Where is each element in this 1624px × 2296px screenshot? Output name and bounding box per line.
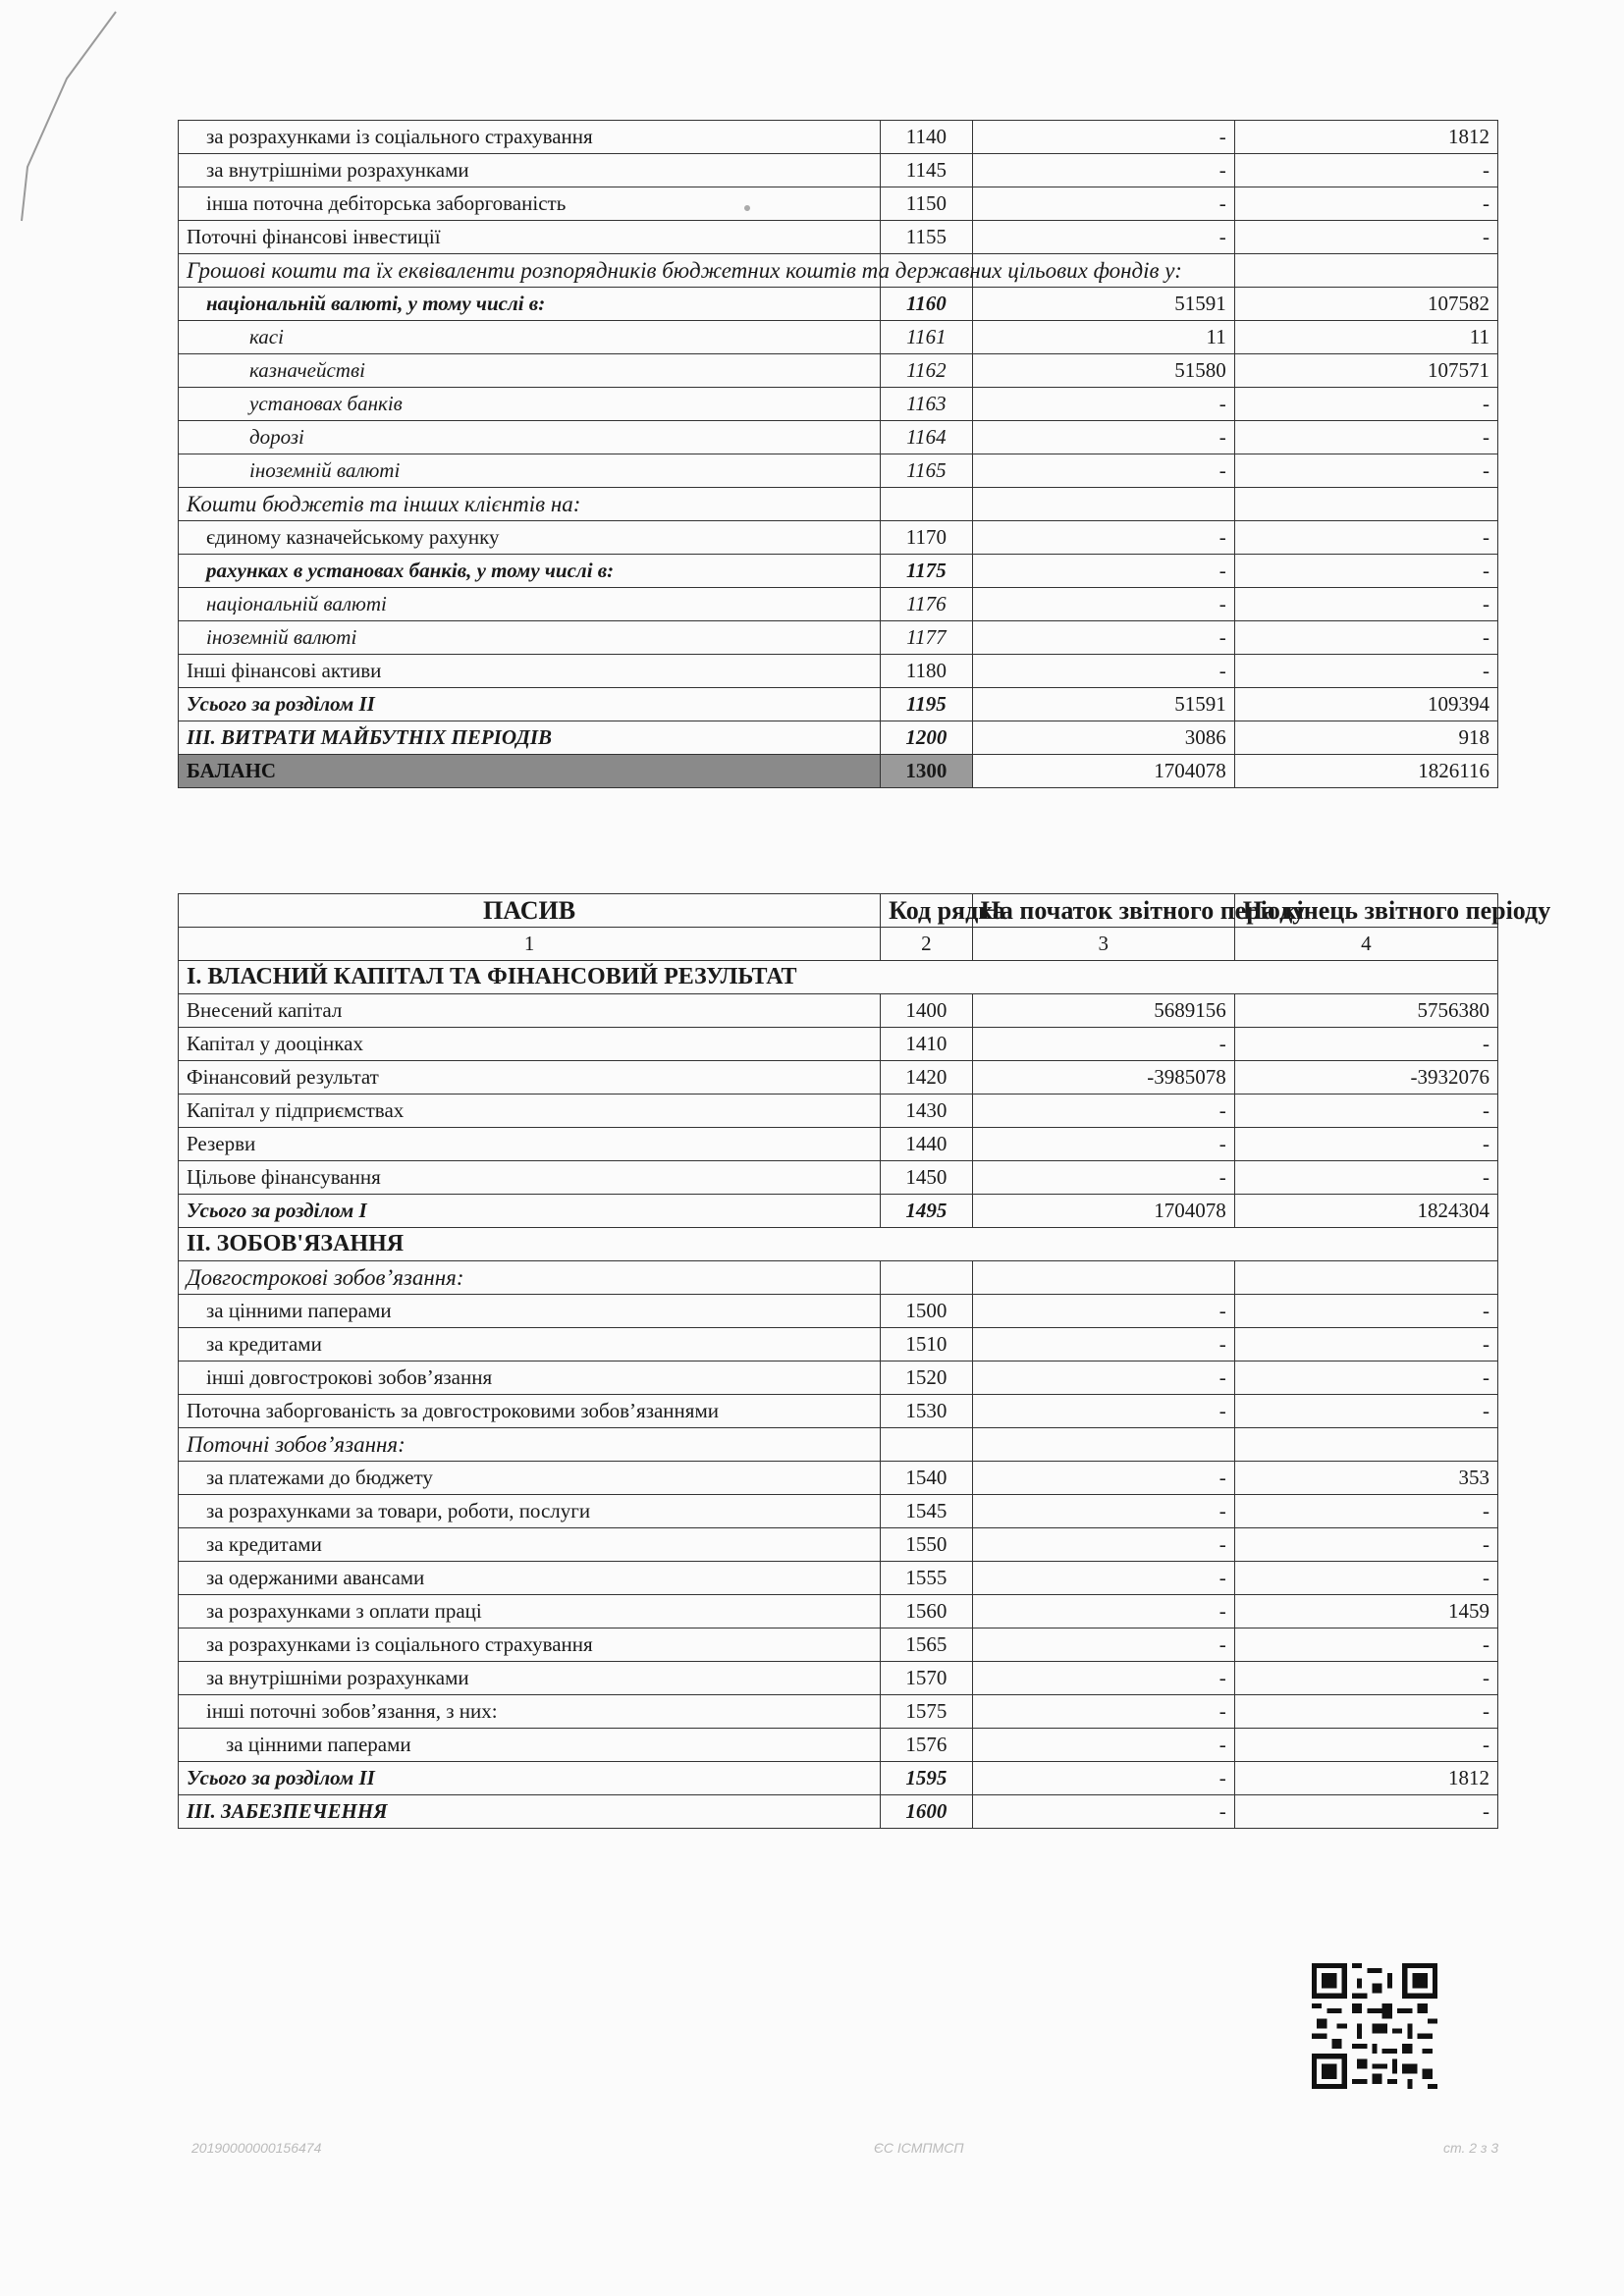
- assets-table-body: [179, 121, 1498, 788]
- liabilities-start-value: [972, 1261, 1234, 1295]
- assets-start-value: [972, 488, 1234, 521]
- liabilities-row: [179, 1729, 1498, 1762]
- liabilities-start-value: -: [972, 1762, 1234, 1795]
- assets-row: [179, 454, 1498, 488]
- assets-code: 1160: [881, 288, 973, 321]
- liabilities-start-value: -: [972, 1795, 1234, 1829]
- assets-row: [179, 354, 1498, 388]
- assets-code: 1300: [881, 755, 973, 788]
- liabilities-end-value: -: [1234, 1295, 1497, 1328]
- assets-code: 1200: [881, 721, 973, 755]
- liabilities-row: [179, 1562, 1498, 1595]
- liabilities-row: [179, 1795, 1498, 1829]
- assets-start-value: -: [972, 421, 1234, 454]
- assets-end-value: -: [1234, 388, 1497, 421]
- liabilities-row: [179, 1061, 1498, 1095]
- assets-row: [179, 621, 1498, 655]
- liabilities-row: [179, 1295, 1498, 1328]
- assets-label: дорозі: [179, 421, 881, 454]
- liabilities-label: III. ЗАБЕЗПЕЧЕННЯ: [179, 1795, 881, 1829]
- liabilities-start-value: 1704078: [972, 1195, 1234, 1228]
- liabilities-start-value: -: [972, 1495, 1234, 1528]
- liabilities-end-value: -: [1234, 1528, 1497, 1562]
- liabilities-start-value: -: [972, 1562, 1234, 1595]
- assets-code: 1165: [881, 454, 973, 488]
- liabilities-end-value: 353: [1234, 1462, 1497, 1495]
- liabilities-label: Довгострокові зобов’язання:: [179, 1261, 881, 1295]
- liabilities-code: 1450: [881, 1161, 973, 1195]
- assets-end-value: 109394: [1234, 688, 1497, 721]
- liabilities-start-value: -: [972, 1095, 1234, 1128]
- assets-row: [179, 288, 1498, 321]
- scan-edge-mark: [8, 0, 126, 226]
- liabilities-end-value: -: [1234, 1729, 1497, 1762]
- liabilities-label: Капітал у підприємствах: [179, 1095, 881, 1128]
- liabilities-code: 1400: [881, 994, 973, 1028]
- liabilities-row: [179, 1261, 1498, 1295]
- assets-code: 1161: [881, 321, 973, 354]
- liabilities-row: [179, 1395, 1498, 1428]
- assets-start-value: 51580: [972, 354, 1234, 388]
- assets-label: Поточні фінансові інвестиції: [179, 221, 881, 254]
- assets-label: Інші фінансові активи: [179, 655, 881, 688]
- footer-page-number: ст. 2 з 3: [1443, 2140, 1499, 2156]
- assets-label: єдиному казначейському рахунку: [179, 521, 881, 555]
- liabilities-code: 1550: [881, 1528, 973, 1562]
- liabilities-row: [179, 1595, 1498, 1629]
- header-start: На початок звітного періоду: [972, 894, 1234, 928]
- liabilities-row: [179, 1161, 1498, 1195]
- liabilities-row: [179, 1128, 1498, 1161]
- assets-row: [179, 488, 1498, 521]
- liabilities-code: 1555: [881, 1562, 973, 1595]
- liabilities-end-value: -: [1234, 1395, 1497, 1428]
- assets-code: 1176: [881, 588, 973, 621]
- assets-start-value: -: [972, 388, 1234, 421]
- assets-label: національній валюті: [179, 588, 881, 621]
- assets-row: [179, 421, 1498, 454]
- assets-end-value: 918: [1234, 721, 1497, 755]
- liabilities-start-value: -: [972, 1595, 1234, 1629]
- assets-code: 1175: [881, 555, 973, 588]
- liabilities-end-value: [1234, 1261, 1497, 1295]
- liabilities-code: 1575: [881, 1695, 973, 1729]
- assets-end-value: -: [1234, 521, 1497, 555]
- assets-start-value: 51591: [972, 288, 1234, 321]
- liabilities-end-value: -: [1234, 1562, 1497, 1595]
- assets-end-value: -: [1234, 588, 1497, 621]
- liabilities-end-value: 1459: [1234, 1595, 1497, 1629]
- assets-label: за розрахунками із соціального страхування: [179, 121, 881, 154]
- assets-start-value: 11: [972, 321, 1234, 354]
- liabilities-label: за розрахунками за товари, роботи, послуги: [179, 1495, 881, 1528]
- liabilities-row: [179, 1528, 1498, 1562]
- liabilities-label: Усього за розділом I: [179, 1195, 881, 1228]
- assets-label: за внутрішніми розрахунками: [179, 154, 881, 187]
- assets-start-value: -: [972, 221, 1234, 254]
- assets-code: 1145: [881, 154, 973, 187]
- liabilities-table-body: [179, 894, 1551, 1829]
- liabilities-row: [179, 1662, 1498, 1695]
- liabilities-code: 1540: [881, 1462, 973, 1495]
- liabilities-start-value: -: [972, 1295, 1234, 1328]
- liabilities-start-value: -: [972, 1362, 1234, 1395]
- liabilities-label: інші поточні зобов’язання, з них:: [179, 1695, 881, 1729]
- liabilities-code: [881, 1261, 973, 1295]
- assets-row: [179, 588, 1498, 621]
- assets-label: іноземній валюті: [179, 454, 881, 488]
- assets-label: рахунках в установах банків, у тому числі в:: [179, 555, 881, 588]
- assets-start-value: 51591: [972, 688, 1234, 721]
- liabilities-table: [178, 893, 1551, 1829]
- footer-center-mark: ЄС ІСМПМСП: [874, 2140, 964, 2156]
- assets-start-value: -: [972, 454, 1234, 488]
- liabilities-end-value: -: [1234, 1095, 1497, 1128]
- liabilities-start-value: -: [972, 1328, 1234, 1362]
- liabilities-end-value: -: [1234, 1629, 1497, 1662]
- liabilities-label: I. ВЛАСНИЙ КАПІТАЛ ТА ФІНАНСОВИЙ РЕЗУЛЬТАТ: [179, 961, 1498, 994]
- assets-label: III. ВИТРАТИ МАЙБУТНІХ ПЕРІОДІВ: [179, 721, 881, 755]
- assets-label: касі: [179, 321, 881, 354]
- liabilities-code: 1500: [881, 1295, 973, 1328]
- colnum-3: 3: [972, 928, 1234, 961]
- liabilities-row: [179, 1428, 1498, 1462]
- liabilities-header-row: [179, 894, 1498, 928]
- assets-code: 1170: [881, 521, 973, 555]
- liabilities-row: [179, 1095, 1498, 1128]
- liabilities-code: 1420: [881, 1061, 973, 1095]
- liabilities-row: [179, 1028, 1498, 1061]
- liabilities-code: 1576: [881, 1729, 973, 1762]
- assets-row: [179, 521, 1498, 555]
- assets-end-value: 11: [1234, 321, 1497, 354]
- liabilities-end-value: -: [1234, 1495, 1497, 1528]
- liabilities-end-value: -3932076: [1234, 1061, 1497, 1095]
- liabilities-code: 1600: [881, 1795, 973, 1829]
- assets-start-value: -: [972, 521, 1234, 555]
- liabilities-row: [179, 961, 1498, 994]
- liabilities-row: [179, 1629, 1498, 1662]
- assets-row: [179, 388, 1498, 421]
- assets-code: 1180: [881, 655, 973, 688]
- assets-row: [179, 121, 1498, 154]
- liabilities-end-value: -: [1234, 1128, 1497, 1161]
- assets-code: [881, 488, 973, 521]
- assets-row: [179, 555, 1498, 588]
- assets-code: 1163: [881, 388, 973, 421]
- assets-table: [178, 120, 1498, 788]
- liabilities-label: Цільове фінансування: [179, 1161, 881, 1195]
- colnum-2: 2: [881, 928, 973, 961]
- liabilities-label: II. ЗОБОВ'ЯЗАННЯ: [179, 1228, 1498, 1261]
- assets-start-value: -: [972, 588, 1234, 621]
- assets-code: 1162: [881, 354, 973, 388]
- liabilities-start-value: -: [972, 1729, 1234, 1762]
- liabilities-start-value: -: [972, 1695, 1234, 1729]
- assets-row: [179, 221, 1498, 254]
- liabilities-code: [881, 1428, 973, 1462]
- assets-end-value: [1234, 254, 1497, 288]
- colnum-1: 1: [179, 928, 881, 961]
- header-code: Код рядка: [881, 894, 973, 928]
- liabilities-label: за цінними паперами: [179, 1729, 881, 1762]
- assets-end-value: 1812: [1234, 121, 1497, 154]
- liabilities-code: 1520: [881, 1362, 973, 1395]
- liabilities-label: Усього за розділом II: [179, 1762, 881, 1795]
- assets-end-value: -: [1234, 187, 1497, 221]
- assets-end-value: 1826116: [1234, 755, 1497, 788]
- liabilities-label: за кредитами: [179, 1328, 881, 1362]
- liabilities-start-value: -: [972, 1161, 1234, 1195]
- assets-row: [179, 721, 1498, 755]
- assets-code: 1155: [881, 221, 973, 254]
- liabilities-label: Поточна заборгованість за довгостроковими зобов’язаннями: [179, 1395, 881, 1428]
- assets-start-value: -: [972, 655, 1234, 688]
- liabilities-end-value: 5756380: [1234, 994, 1497, 1028]
- liabilities-row: [179, 1762, 1498, 1795]
- liabilities-label: Фінансовий результат: [179, 1061, 881, 1095]
- assets-row: [179, 755, 1498, 788]
- assets-end-value: -: [1234, 421, 1497, 454]
- liabilities-row: [179, 1195, 1498, 1228]
- assets-end-value: -: [1234, 621, 1497, 655]
- assets-label: казначействі: [179, 354, 881, 388]
- liabilities-end-value: -: [1234, 1695, 1497, 1729]
- liabilities-start-value: -: [972, 1395, 1234, 1428]
- liabilities-row: [179, 1462, 1498, 1495]
- assets-code: 1177: [881, 621, 973, 655]
- liabilities-label: за платежами до бюджету: [179, 1462, 881, 1495]
- assets-code: 1140: [881, 121, 973, 154]
- liabilities-end-value: -: [1234, 1362, 1497, 1395]
- assets-end-value: [1234, 488, 1497, 521]
- liabilities-code: 1545: [881, 1495, 973, 1528]
- liabilities-code: 1530: [881, 1395, 973, 1428]
- liabilities-code: 1570: [881, 1662, 973, 1695]
- liabilities-end-value: [1234, 1428, 1497, 1462]
- assets-end-value: -: [1234, 555, 1497, 588]
- column-number-row: [179, 928, 1498, 961]
- assets-start-value: 1704078: [972, 755, 1234, 788]
- assets-start-value: 3086: [972, 721, 1234, 755]
- qr-code-icon: [1312, 1963, 1437, 2089]
- liabilities-end-value: -: [1234, 1795, 1497, 1829]
- liabilities-start-value: -: [972, 1528, 1234, 1562]
- liabilities-end-value: -: [1234, 1161, 1497, 1195]
- assets-end-value: -: [1234, 655, 1497, 688]
- assets-end-value: -: [1234, 454, 1497, 488]
- liabilities-row: [179, 994, 1498, 1028]
- liabilities-label: Резерви: [179, 1128, 881, 1161]
- liabilities-code: 1560: [881, 1595, 973, 1629]
- liabilities-start-value: 5689156: [972, 994, 1234, 1028]
- liabilities-label: Поточні зобов’язання:: [179, 1428, 881, 1462]
- liabilities-start-value: -: [972, 1462, 1234, 1495]
- liabilities-row: [179, 1362, 1498, 1395]
- assets-row: [179, 254, 1498, 288]
- liabilities-start-value: -: [972, 1662, 1234, 1695]
- liabilities-label: за внутрішніми розрахунками: [179, 1662, 881, 1695]
- liabilities-label: інші довгострокові зобов’язання: [179, 1362, 881, 1395]
- liabilities-label: за цінними паперами: [179, 1295, 881, 1328]
- liabilities-label: за одержаними авансами: [179, 1562, 881, 1595]
- liabilities-code: 1510: [881, 1328, 973, 1362]
- assets-end-value: 107571: [1234, 354, 1497, 388]
- footer-document-id: 20190000000156474: [191, 2140, 322, 2156]
- liabilities-row: [179, 1495, 1498, 1528]
- assets-start-value: -: [972, 121, 1234, 154]
- liabilities-end-value: 1812: [1234, 1762, 1497, 1795]
- header-end: На кінець звітного періоду: [1234, 894, 1497, 928]
- assets-start-value: -: [972, 187, 1234, 221]
- liabilities-row: [179, 1695, 1498, 1729]
- liabilities-label: за кредитами: [179, 1528, 881, 1562]
- assets-row: [179, 688, 1498, 721]
- liabilities-label: Капітал у дооцінках: [179, 1028, 881, 1061]
- assets-start-value: -: [972, 154, 1234, 187]
- liabilities-start-value: -: [972, 1128, 1234, 1161]
- assets-code: 1164: [881, 421, 973, 454]
- assets-label: Грошові кошти та їх еквіваленти розпорядників бюджетних коштів та державних цільових фондів у:: [179, 254, 881, 288]
- assets-label: Кошти бюджетів та інших клієнтів на:: [179, 488, 881, 521]
- assets-row: [179, 154, 1498, 187]
- assets-label: національній валюті, у тому числі в:: [179, 288, 881, 321]
- liabilities-start-value: -: [972, 1629, 1234, 1662]
- liabilities-end-value: -: [1234, 1028, 1497, 1061]
- liabilities-label: за розрахунками з оплати праці: [179, 1595, 881, 1629]
- liabilities-label: Внесений капітал: [179, 994, 881, 1028]
- liabilities-end-value: -: [1234, 1328, 1497, 1362]
- assets-row: [179, 187, 1498, 221]
- liabilities-start-value: -3985078: [972, 1061, 1234, 1095]
- colnum-4: 4: [1234, 928, 1497, 961]
- liabilities-row: [179, 1328, 1498, 1362]
- assets-code: 1150: [881, 187, 973, 221]
- assets-end-value: -: [1234, 221, 1497, 254]
- assets-start-value: -: [972, 621, 1234, 655]
- assets-label: іноземній валюті: [179, 621, 881, 655]
- assets-start-value: -: [972, 555, 1234, 588]
- header-pasyv: ПАСИВ: [179, 894, 881, 928]
- assets-label: БАЛАНС: [179, 755, 881, 788]
- liabilities-start-value: [972, 1428, 1234, 1462]
- assets-row: [179, 655, 1498, 688]
- assets-code: 1195: [881, 688, 973, 721]
- assets-label: установах банків: [179, 388, 881, 421]
- liabilities-code: 1565: [881, 1629, 973, 1662]
- assets-label: Усього за розділом II: [179, 688, 881, 721]
- assets-end-value: -: [1234, 154, 1497, 187]
- liabilities-code: 1440: [881, 1128, 973, 1161]
- assets-label: інша поточна дебіторська заборгованість: [179, 187, 881, 221]
- liabilities-code: 1430: [881, 1095, 973, 1128]
- liabilities-end-value: -: [1234, 1662, 1497, 1695]
- assets-end-value: 107582: [1234, 288, 1497, 321]
- liabilities-end-value: 1824304: [1234, 1195, 1497, 1228]
- liabilities-label: за розрахунками із соціального страхування: [179, 1629, 881, 1662]
- liabilities-code: 1595: [881, 1762, 973, 1795]
- liabilities-code: 1495: [881, 1195, 973, 1228]
- liabilities-start-value: -: [972, 1028, 1234, 1061]
- liabilities-row: [179, 1228, 1498, 1261]
- assets-row: [179, 321, 1498, 354]
- liabilities-code: 1410: [881, 1028, 973, 1061]
